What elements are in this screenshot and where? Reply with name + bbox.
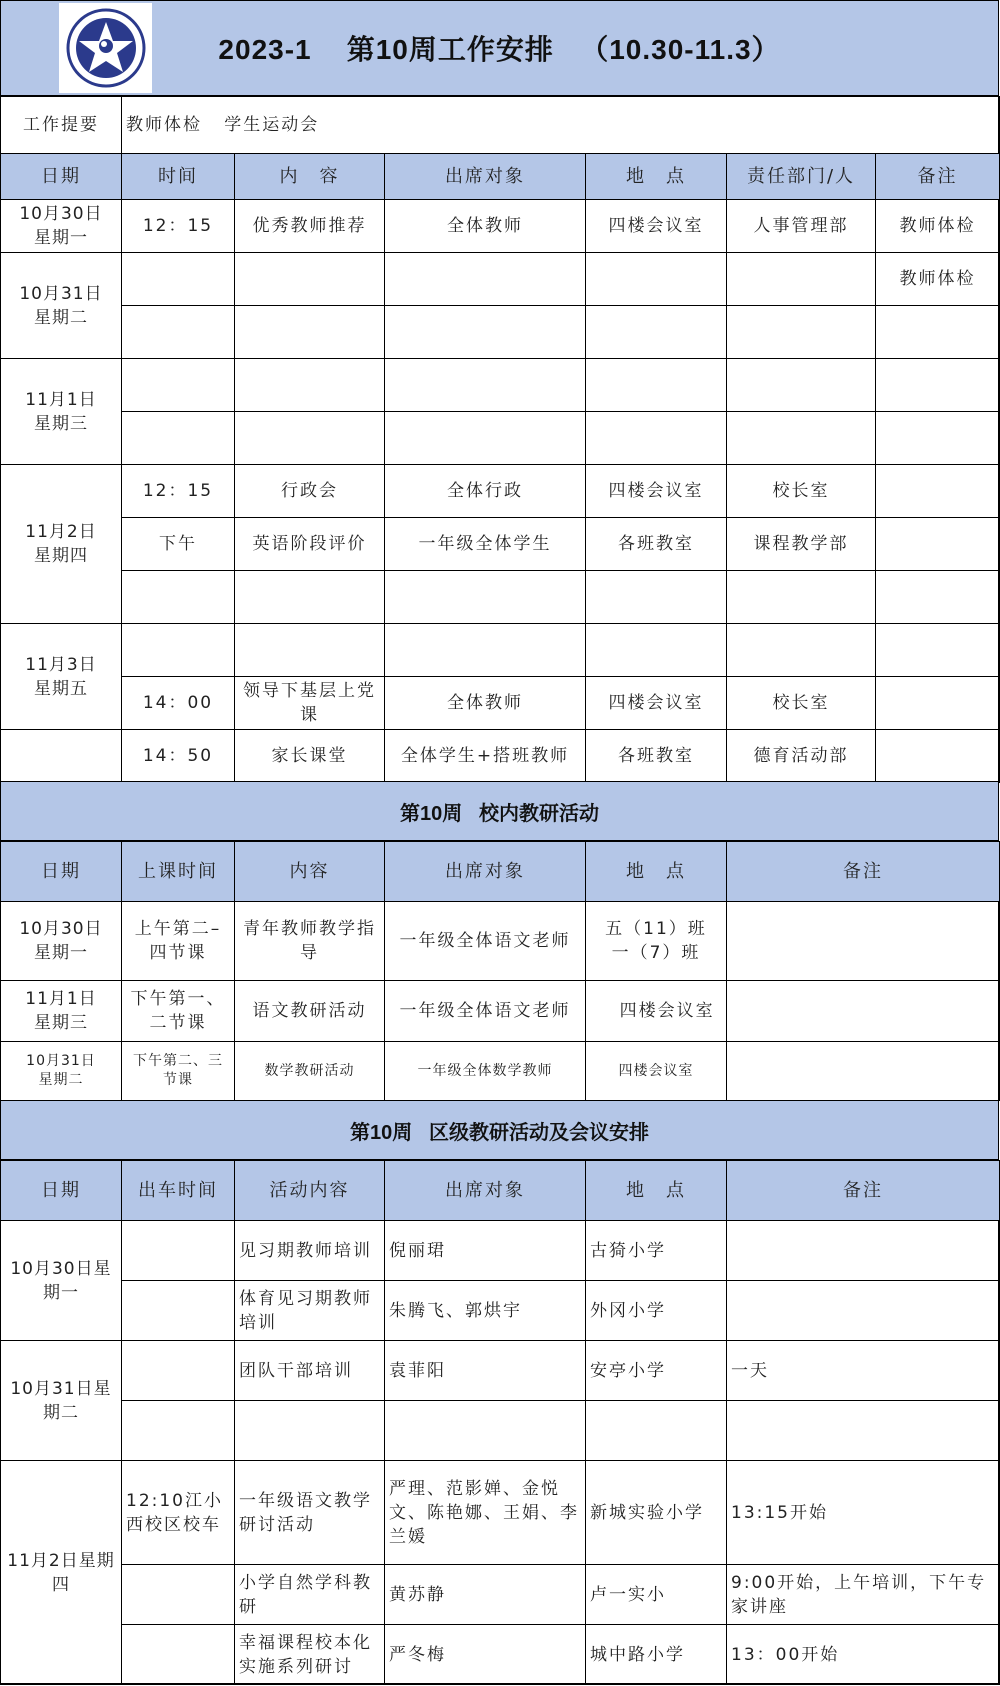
district-banner (0, 1100, 999, 1160)
col-header: 地 点 (586, 1161, 727, 1221)
time-cell (122, 253, 235, 306)
table-row (1, 253, 1000, 306)
time-cell: 12：15 (122, 465, 235, 518)
dept-cell (727, 253, 876, 306)
time-cell (122, 1221, 235, 1281)
date-cell: 10月31日 星期二 (1, 253, 122, 359)
dept-cell: 课程教学部 (727, 518, 876, 571)
col-header: 日期 (1, 1161, 122, 1221)
note-cell (876, 677, 1000, 730)
empty-cell (727, 359, 876, 412)
attendees-cell: 袁菲阳 (385, 1341, 586, 1401)
note-cell: 13：00开始 (727, 1625, 1000, 1685)
table-row (1, 359, 1000, 412)
empty-cell (385, 624, 586, 677)
empty-cell (122, 1401, 235, 1461)
time-cell: 14：50 (122, 730, 235, 783)
school-emblem-icon (64, 6, 148, 90)
col-header: 日期 (1, 842, 122, 902)
summary-content: 教师体检 学生运动会 (122, 97, 1000, 154)
empty-cell (727, 571, 876, 624)
col-header: 日期 (1, 154, 122, 200)
title-banner (0, 0, 999, 96)
attendees-cell: 全体行政 (385, 465, 586, 518)
note-cell (876, 518, 1000, 571)
content-cell: 家长课堂 (235, 730, 385, 783)
empty-cell (385, 359, 586, 412)
time-cell: 上午第二–四节课 (122, 902, 235, 981)
col-header: 出席对象 (385, 842, 586, 902)
content-cell (235, 253, 385, 306)
col-header: 地 点 (586, 154, 727, 200)
location-cell: 四楼会议室 (586, 465, 727, 518)
empty-cell (586, 624, 727, 677)
col-header: 出席对象 (385, 1161, 586, 1221)
page-title: 2023-1 第10周工作安排 （10.30-11.3） (218, 34, 781, 65)
table-row (1, 981, 1000, 1042)
col-header: 内 容 (235, 154, 385, 200)
location-cell: 安亭小学 (586, 1341, 727, 1401)
location-cell: 新城实验小学 (586, 1461, 727, 1565)
content-cell: 行政会 (235, 465, 385, 518)
empty-cell (122, 571, 235, 624)
location-cell: 各班教室 (586, 730, 727, 783)
time-cell: 14：00 (122, 677, 235, 730)
attendees-cell: 一年级全体语文老师 (385, 981, 586, 1042)
location-cell: 五（11）班 一（7）班 (586, 902, 727, 981)
date-cell: 11月1日 星期三 (1, 981, 122, 1042)
table-row (1, 1281, 1000, 1341)
school-logo (59, 3, 152, 93)
table-row (1, 518, 1000, 571)
attendees-cell: 一年级全体数学教师 (385, 1042, 586, 1101)
location-cell: 四楼会议室 (586, 1042, 727, 1101)
note-cell: 13:15开始 (727, 1461, 1000, 1565)
empty-cell (586, 571, 727, 624)
dept-cell: 校长室 (727, 465, 876, 518)
date-cell (1, 730, 122, 783)
date-cell: 11月3日 星期五 (1, 624, 122, 730)
content-cell: 青年教师教学指导 (235, 902, 385, 981)
empty-cell (235, 1401, 385, 1461)
content-cell: 数学教研活动 (235, 1042, 385, 1101)
empty-cell (235, 571, 385, 624)
empty-cell (385, 1401, 586, 1461)
table-row (1, 1625, 1000, 1685)
attendees-cell: 一年级全体语文老师 (385, 902, 586, 981)
weekly-header-row (1, 154, 1000, 200)
school-research-table (0, 841, 1000, 1101)
col-header: 出车时间 (122, 1161, 235, 1221)
weekly-schedule-table (0, 96, 1000, 783)
location-cell: 古猗小学 (586, 1221, 727, 1281)
district-header-row (1, 1161, 1000, 1221)
table-row (1, 1341, 1000, 1401)
content-cell: 优秀教师推荐 (235, 200, 385, 253)
note-cell (727, 1042, 1000, 1101)
col-header: 备注 (727, 842, 1000, 902)
location-cell: 城中路小学 (586, 1625, 727, 1685)
note-cell (876, 730, 1000, 783)
dept-cell: 德育活动部 (727, 730, 876, 783)
content-cell: 一年级语文教学研讨活动 (235, 1461, 385, 1565)
col-header: 内容 (235, 842, 385, 902)
empty-cell (876, 571, 1000, 624)
attendees-cell (385, 253, 586, 306)
date-cell: 10月30日 星期一 (1, 200, 122, 253)
note-cell (727, 1281, 1000, 1341)
date-cell: 10月31日星期二 (1, 1341, 122, 1461)
col-header: 时间 (122, 154, 235, 200)
table-row (1, 624, 1000, 677)
section-title: 第10周 校内教研活动 (400, 802, 599, 825)
col-header: 地 点 (586, 842, 727, 902)
date-cell: 11月2日星期四 (1, 1461, 122, 1685)
table-row (1, 902, 1000, 981)
content-cell: 见习期教师培训 (235, 1221, 385, 1281)
school-research-header-row (1, 842, 1000, 902)
table-row (1, 465, 1000, 518)
location-cell: 四楼会议室 (586, 981, 727, 1042)
time-cell: 12：15 (122, 200, 235, 253)
note-cell (727, 1221, 1000, 1281)
col-header: 出席对象 (385, 154, 586, 200)
table-row (1, 677, 1000, 730)
empty-cell (122, 624, 235, 677)
col-header: 活动内容 (235, 1161, 385, 1221)
empty-cell (727, 306, 876, 359)
summary-row (1, 97, 1000, 154)
summary-label: 工作提要 (1, 97, 122, 154)
note-cell (876, 465, 1000, 518)
empty-cell (122, 412, 235, 465)
col-header: 上课时间 (122, 842, 235, 902)
time-cell: 12:10江小西校区校车 (122, 1461, 235, 1565)
dept-cell: 校长室 (727, 677, 876, 730)
content-cell: 语文教研活动 (235, 981, 385, 1042)
note-cell: 一天 (727, 1341, 1000, 1401)
date-cell: 11月1日 星期三 (1, 359, 122, 465)
content-cell: 小学自然学科教研 (235, 1565, 385, 1625)
time-cell (122, 1565, 235, 1625)
empty-cell (727, 1401, 1000, 1461)
table-row (1, 1461, 1000, 1565)
attendees-cell: 严理、范影婵、金悦文、陈艳娜、王娟、李兰媛 (385, 1461, 586, 1565)
date-cell: 10月31日 星期二 (1, 1042, 122, 1101)
note-cell (727, 981, 1000, 1042)
table-row (1, 1221, 1000, 1281)
empty-cell (385, 412, 586, 465)
empty-cell (235, 359, 385, 412)
content-cell: 团队干部培训 (235, 1341, 385, 1401)
location-cell: 四楼会议室 (586, 677, 727, 730)
dept-cell: 人事管理部 (727, 200, 876, 253)
location-cell: 外冈小学 (586, 1281, 727, 1341)
date-cell: 10月30日 星期一 (1, 902, 122, 981)
note-cell: 教师体检 (876, 253, 1000, 306)
table-row (1, 200, 1000, 253)
location-cell: 四楼会议室 (586, 200, 727, 253)
empty-cell (727, 624, 876, 677)
col-header: 备注 (876, 154, 1000, 200)
empty-cell (235, 624, 385, 677)
table-row (1, 1401, 1000, 1461)
note-cell: 教师体检 (876, 200, 1000, 253)
empty-cell (235, 306, 385, 359)
empty-cell (122, 359, 235, 412)
empty-cell (586, 1401, 727, 1461)
empty-cell (876, 359, 1000, 412)
table-row (1, 306, 1000, 359)
empty-cell (586, 306, 727, 359)
attendees-cell: 严冬梅 (385, 1625, 586, 1685)
empty-cell (876, 624, 1000, 677)
empty-cell (586, 412, 727, 465)
time-cell: 下午 (122, 518, 235, 571)
attendees-cell: 全体教师 (385, 200, 586, 253)
col-header: 责任部门/人 (727, 154, 876, 200)
school-research-banner (0, 781, 999, 841)
content-cell: 体育见习期教师培训 (235, 1281, 385, 1341)
empty-cell (385, 571, 586, 624)
note-cell: 9:00开始，上午培训，下午专家讲座 (727, 1565, 1000, 1625)
empty-cell (586, 359, 727, 412)
content-cell: 英语阶段评价 (235, 518, 385, 571)
table-row (1, 1042, 1000, 1101)
time-cell (122, 1281, 235, 1341)
section-title: 第10周 区级教研活动及会议安排 (350, 1121, 649, 1144)
attendees-cell: 朱腾飞、郭烘宇 (385, 1281, 586, 1341)
content-cell: 领导下基层上党课 (235, 677, 385, 730)
district-table (0, 1160, 1000, 1685)
time-cell: 下午第一、二节课 (122, 981, 235, 1042)
table-row (1, 730, 1000, 783)
location-cell: 卢一实小 (586, 1565, 727, 1625)
date-cell: 11月2日 星期四 (1, 465, 122, 624)
date-cell: 10月30日星期一 (1, 1221, 122, 1341)
note-cell (727, 902, 1000, 981)
attendees-cell: 全体教师 (385, 677, 586, 730)
attendees-cell: 全体学生+搭班教师 (385, 730, 586, 783)
empty-cell (385, 306, 586, 359)
attendees-cell: 倪丽珺 (385, 1221, 586, 1281)
empty-cell (876, 412, 1000, 465)
attendees-cell: 黄苏静 (385, 1565, 586, 1625)
empty-cell (235, 412, 385, 465)
time-cell: 下午第二、三节课 (122, 1042, 235, 1101)
location-cell (586, 253, 727, 306)
time-cell (122, 1341, 235, 1401)
location-cell: 各班教室 (586, 518, 727, 571)
time-cell (122, 1625, 235, 1685)
table-row (1, 571, 1000, 624)
empty-cell (122, 306, 235, 359)
empty-cell (876, 306, 1000, 359)
empty-cell (727, 412, 876, 465)
col-header: 备注 (727, 1161, 1000, 1221)
table-row (1, 1565, 1000, 1625)
content-cell: 幸福课程校本化实施系列研讨 (235, 1625, 385, 1685)
attendees-cell: 一年级全体学生 (385, 518, 586, 571)
table-row (1, 412, 1000, 465)
